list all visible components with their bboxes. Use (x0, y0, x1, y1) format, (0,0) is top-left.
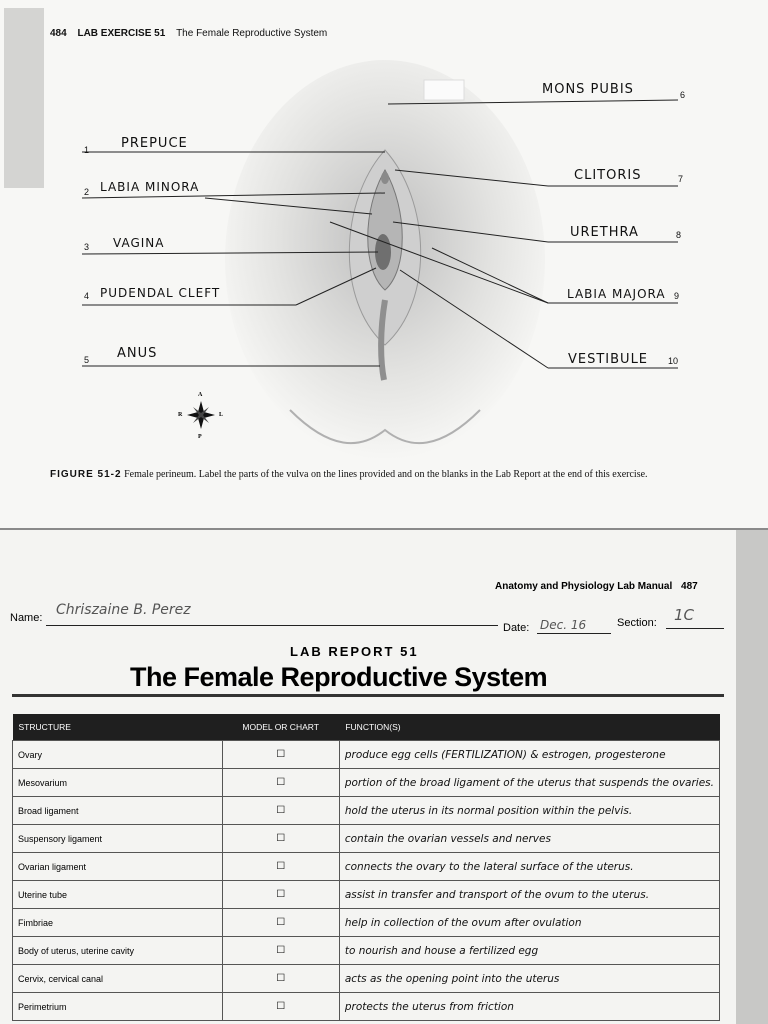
label-prepuce: PREPUCE (121, 136, 188, 151)
structure-table (12, 714, 720, 1021)
model-or-chart-checkbox[interactable]: ☐ (222, 825, 339, 853)
function-cell: connects the ovary to the lateral surface of the uterus. (339, 853, 719, 881)
table-row (13, 797, 720, 825)
model-or-chart-checkbox[interactable]: ☐ (222, 909, 339, 937)
compass-posterior-label: P (198, 434, 202, 440)
lab-report-title: The Female Reproductive System (130, 662, 548, 692)
function-cell: portion of the broad ligament of the uterus that suspends the ovaries. (339, 769, 719, 797)
model-or-chart-checkbox[interactable]: ☐ (222, 937, 339, 965)
date-line (537, 633, 611, 634)
section-line (666, 628, 724, 629)
lab-report-label: LAB REPORT 51 (290, 644, 419, 659)
exercise-label: LAB EXERCISE 51 (77, 28, 166, 39)
label-number-6: 6 (680, 90, 686, 100)
label-mons-pubis: MONS PUBIS (542, 82, 634, 97)
structure-cell: Ovary (13, 741, 223, 769)
name-line (46, 625, 498, 626)
model-or-chart-checkbox[interactable]: ☐ (222, 769, 339, 797)
label-number-2: 2 (84, 187, 90, 197)
structure-cell: Broad ligament (13, 797, 223, 825)
figure-caption (50, 469, 648, 480)
compass-left-label: L (219, 412, 224, 418)
column-header-structure: STRUCTURE (13, 714, 223, 741)
model-or-chart-checkbox[interactable]: ☐ (222, 741, 339, 769)
label-labia-minora: LABIA MINORA (100, 180, 200, 194)
column-header-model-or-chart: MODEL OR CHART (222, 714, 339, 741)
table-row (13, 993, 720, 1021)
label-number-1: 1 (84, 145, 90, 155)
page-number: 484 (50, 28, 67, 39)
label-labia-majora: LABIA MAJORA (567, 287, 666, 301)
label-vestibule: VESTIBULE (568, 352, 649, 367)
figure-caption-text: Female perineum. Label the parts of the vulva on the lines provided and on the blanks in the Lab Report at the end of this exercise. (124, 469, 648, 480)
column-header-functions: FUNCTION(S) (339, 714, 719, 741)
name-value: Chriszaine B. Perez (56, 602, 191, 618)
table-row (13, 937, 720, 965)
structure-cell: Uterine tube (13, 881, 223, 909)
label-number-4: 4 (84, 291, 90, 301)
function-cell: help in collection of the ovum after ovulation (339, 909, 719, 937)
manual-title: Anatomy and Physiology Lab Manual (495, 581, 673, 592)
table-row (13, 853, 720, 881)
label-number-3: 3 (84, 242, 90, 252)
table-row (13, 741, 720, 769)
model-or-chart-checkbox[interactable]: ☐ (222, 993, 339, 1021)
clitoris-shape (381, 172, 389, 184)
structure-cell: Mesovarium (13, 769, 223, 797)
model-or-chart-checkbox[interactable]: ☐ (222, 965, 339, 993)
function-cell: contain the ovarian vessels and nerves (339, 825, 719, 853)
table-row (13, 909, 720, 937)
model-or-chart-checkbox[interactable]: ☐ (222, 797, 339, 825)
structure-cell: Suspensory ligament (13, 825, 223, 853)
section-value: 1C (674, 606, 695, 624)
label-clitoris: CLITORIS (574, 168, 642, 183)
label-number-10: 10 (668, 356, 679, 366)
compass-right-label: R (178, 412, 183, 418)
table-header-row (13, 714, 720, 741)
label-pudendal-cleft: PUDENDAL CLEFT (100, 286, 221, 300)
tape-mark (424, 80, 464, 100)
name-label: Name: (10, 612, 43, 624)
table-row (13, 881, 720, 909)
model-or-chart-checkbox[interactable]: ☐ (222, 853, 339, 881)
figure-caption-label: FIGURE 51-2 (50, 469, 122, 480)
label-number-5: 5 (84, 355, 90, 365)
function-cell: assist in transfer and transport of the ovum to the uterus. (339, 881, 719, 909)
structure-cell: Fimbriae (13, 909, 223, 937)
title-rule (12, 694, 724, 697)
table-row (13, 965, 720, 993)
compass-anterior-label: A (198, 392, 203, 398)
structure-cell: Ovarian ligament (13, 853, 223, 881)
chapter-title: The Female Reproductive System (176, 28, 328, 39)
function-cell: hold the uterus in its normal position within the pelvis. (339, 797, 719, 825)
adjacent-page-edge (736, 530, 768, 1024)
function-cell: acts as the opening point into the uterus (339, 965, 719, 993)
function-cell: produce egg cells (FERTILIZATION) & estrogen, progesterone (339, 741, 719, 769)
manual-page-number: 487 (681, 581, 698, 592)
label-number-7: 7 (678, 174, 684, 184)
structure-cell: Cervix, cervical canal (13, 965, 223, 993)
model-or-chart-checkbox[interactable]: ☐ (222, 881, 339, 909)
label-number-8: 8 (676, 230, 682, 240)
structure-cell: Perimetrium (13, 993, 223, 1021)
manual-header (495, 581, 698, 592)
structure-cell: Body of uterus, uterine cavity (13, 937, 223, 965)
label-anus: ANUS (117, 346, 158, 361)
table-row (13, 769, 720, 797)
label-vagina: VAGINA (113, 236, 165, 250)
compass-rose-icon (187, 401, 215, 429)
date-value: Dec. 16 (540, 618, 587, 632)
date-label: Date: (503, 622, 530, 634)
function-cell: to nourish and house a fertilized egg (339, 937, 719, 965)
table-row (13, 825, 720, 853)
section-label: Section: (617, 617, 657, 629)
label-number-9: 9 (674, 291, 680, 301)
function-cell: protects the uterus from friction (339, 993, 719, 1021)
label-urethra: URETHRA (570, 225, 639, 240)
